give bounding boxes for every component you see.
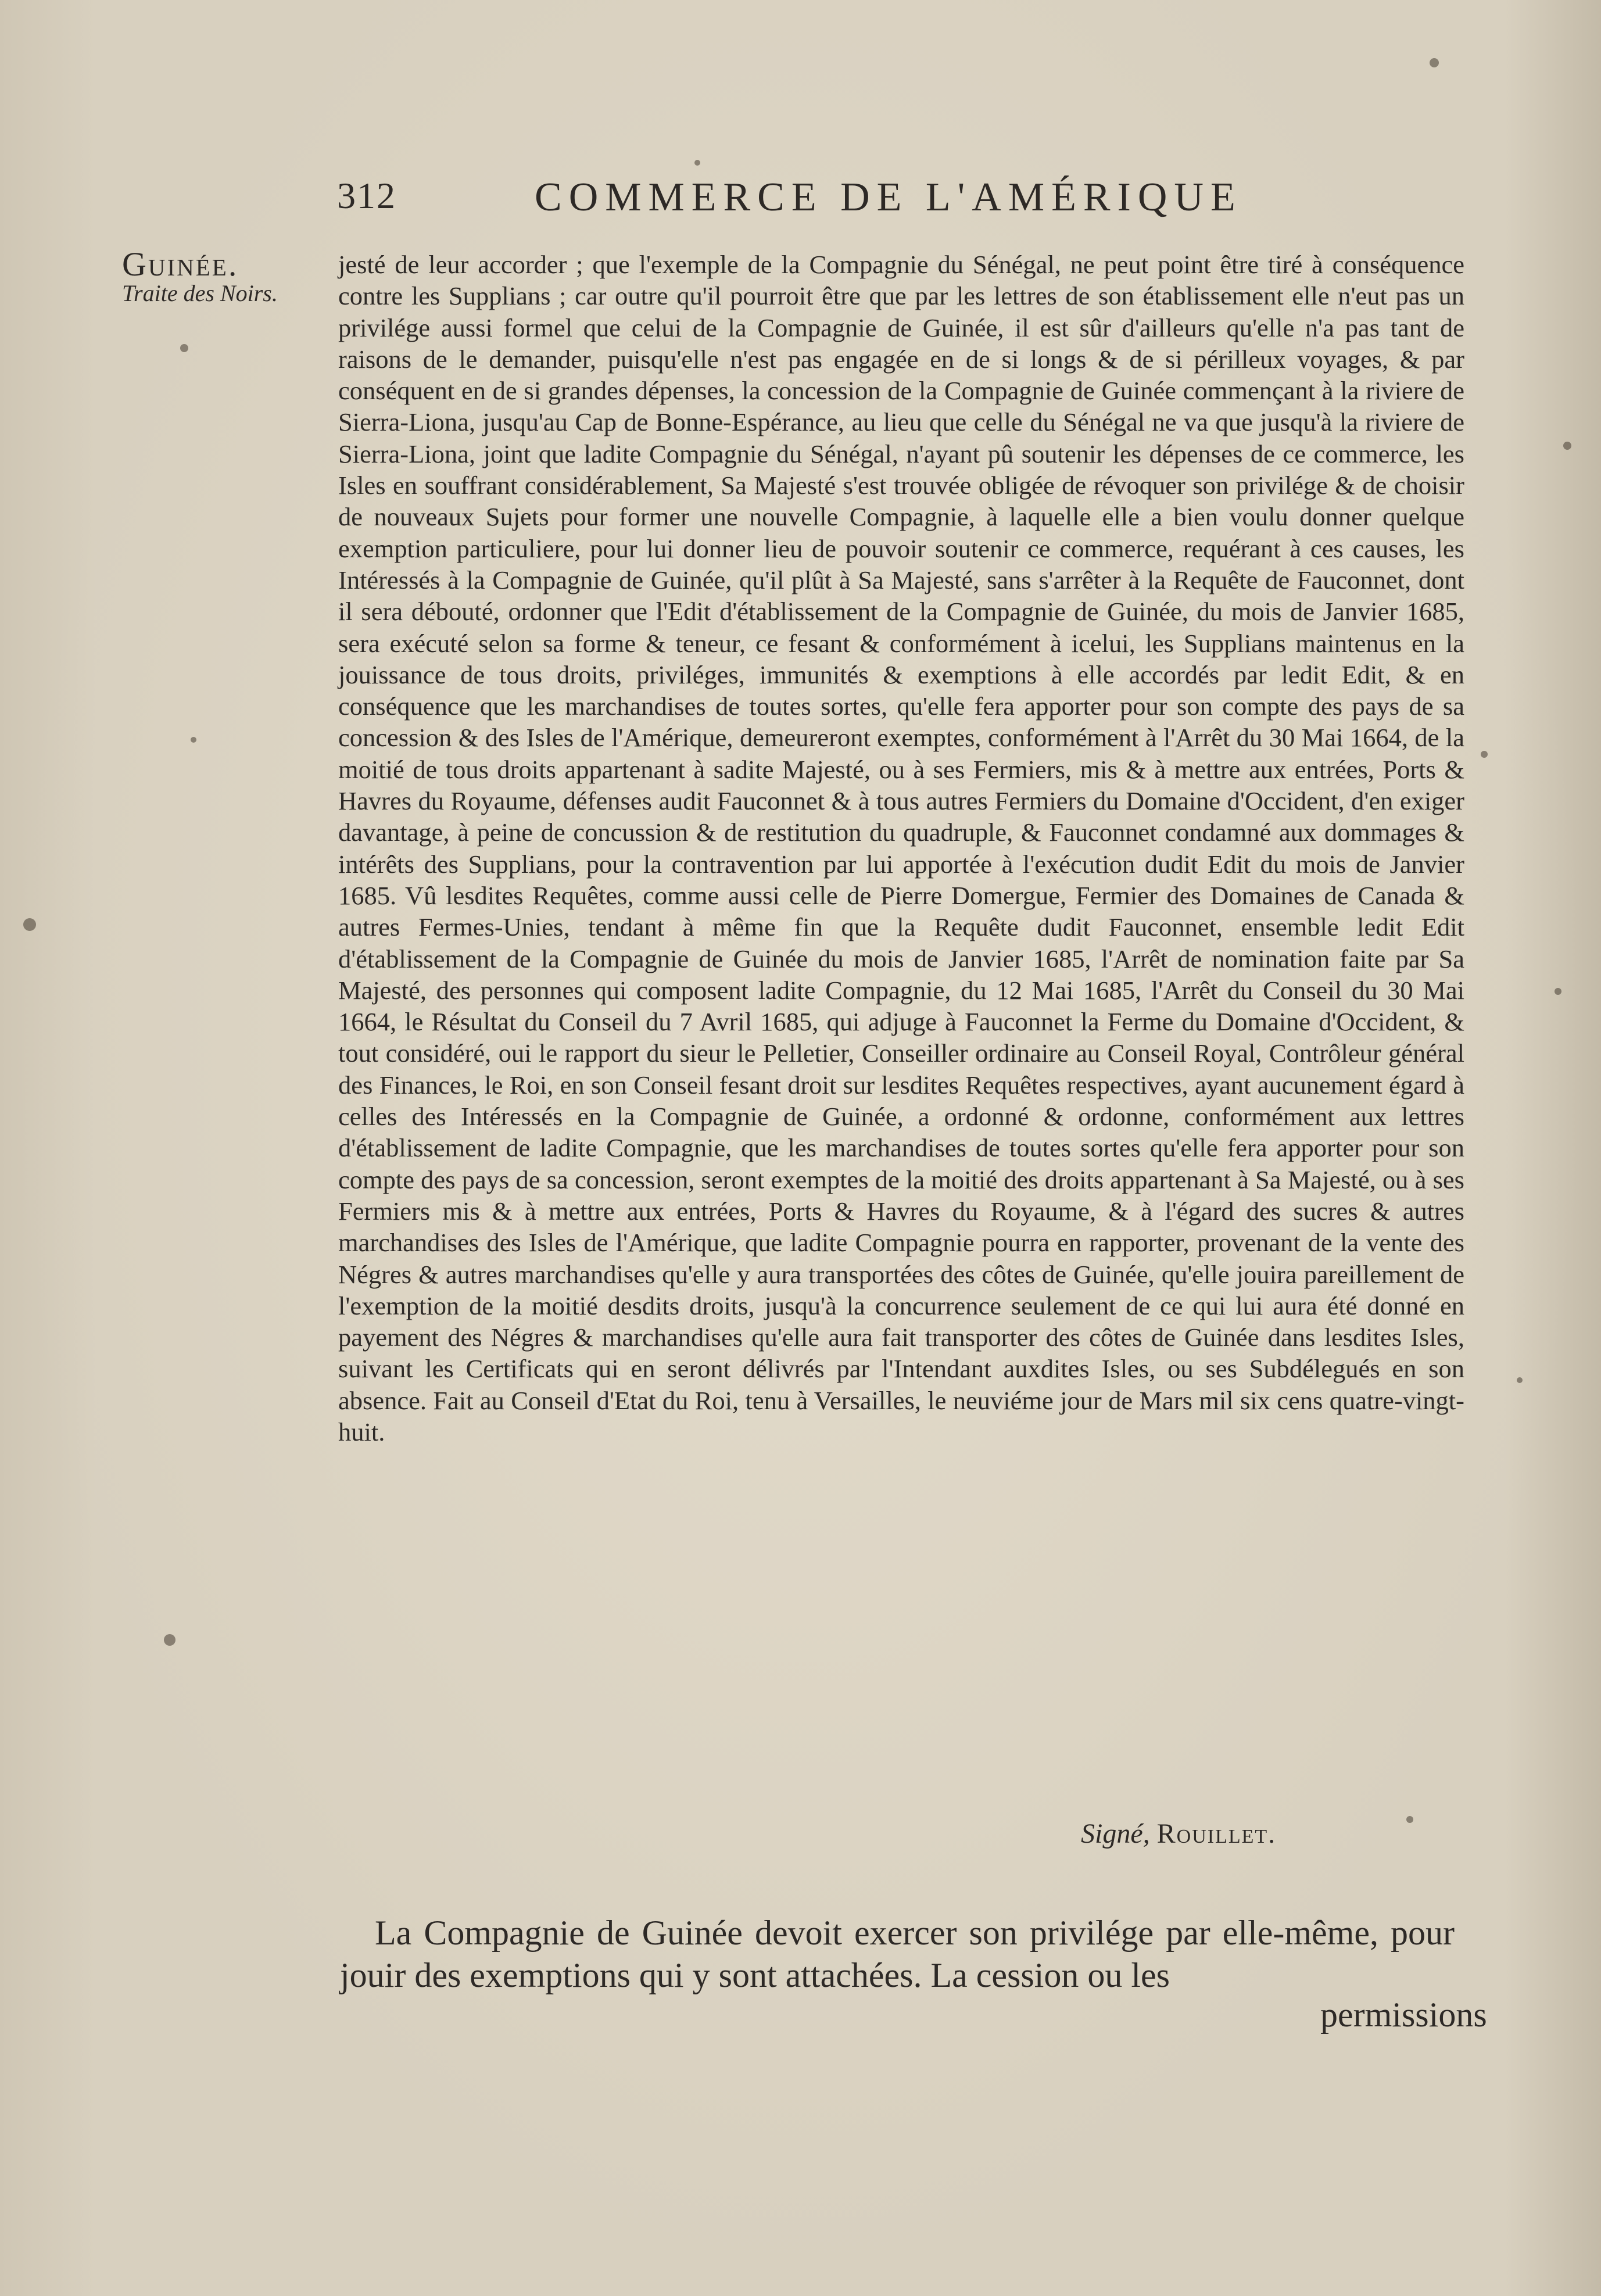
page-header: [337, 174, 1290, 232]
margin-notes: [122, 247, 331, 309]
paper-spot: [23, 918, 36, 931]
closing-text-block: [340, 1912, 1455, 1997]
page-number: 312: [337, 175, 396, 216]
paper-spot: [1406, 1816, 1413, 1823]
main-text-block: [338, 249, 1464, 1448]
closing-paragraph: La Compagnie de Guinée devoit exercer son privilége par elle-même, pour jouir des exemptions qui y sont attachées. La cession ou les: [340, 1914, 1455, 1994]
paper-spot: [1555, 988, 1561, 995]
paper-spot: [1517, 1377, 1523, 1383]
margin-note-guinee: Guinée.: [122, 245, 239, 283]
paper-spot: [1430, 58, 1439, 67]
paper-spot: [694, 160, 700, 166]
main-paragraph: jesté de leur accorder ; que l'exemple de la Compagnie du Sénégal, ne peut point être tiré à conséquence contre les Supplians ; car outre qu'il pourroit être que par les lettres de son établissement elle n'eut pas un privilége aussi formel que celui de la Compagnie de Guinée, il est sûr d'ailleurs qu'elle n'a pas tant de raisons de le demander, puisqu'elle n'est pas engagée en de si longs & de si périlleux voyages, & par conséquent en de si grandes dépenses, la concession de la Compagnie de Guinée commençant à la riviere de Sierra-Liona, jusqu'au Cap de Bonne-Espérance, au lieu que celle du Sénégal ne va que jusqu'à la riviere de Sierra-Liona, joint que ladite Compagnie du Sénégal, n'ayant pû soutenir les dépenses de ce commerce, les Isles en souffrant considérablement, Sa Majesté s'est trouvée obligée de révoquer son privilége & de choisir de nouveaux Sujets pour former une nouvelle Compagnie, à laquelle elle a bien voulu donner quelque exemption particuliere, pour lui donner lieu de pouvoir soutenir ce commerce, requérant à ces causes, les Intéressés à la Compagnie de Guinée, qu'il plût à Sa Majesté, sans s'arrêter à la Requête de Fauconnet, dont il sera débouté, ordonner que l'Edit d'établissement de la Compagnie de Guinée, du mois de Janvier 1685, sera exécuté selon sa forme & teneur, ce fesant & conformément à icelui, les Supplians maintenus en la jouissance de tous droits, priviléges, immunités & exemptions à elle accordés par ledit Edit, & en conséquence que les marchandises de toutes sortes, qu'elle fera apporter pour son compte des pays de sa concession & des Isles de l'Amérique, demeureront exemptes, conformément à l'Arrêt du 30 Mai 1664, de la moitié de tous droits appartenant à sadite Majesté, ou à ses Fermiers, mis & à mettre aux entrées, Ports & Havres du Royaume, défenses audit Fauconnet & à tous autres Fermiers du Domaine d'Occident, d'en exiger davantage, à peine de concussion & de restitution du quadruple, & Fauconnet condamné aux dommages & intérêts des Supplians, pour la contravention par lui apportée à l'exécution dudit Edit du mois de Janvier 1685. Vû lesdites Requêtes, comme aussi celle de Pierre Domergue, Fermier des Domaines de Canada & autres Fermes-Unies, tendant à même fin que la Requête dudit Fauconnet, ensemble ledit Edit d'établissement de la Compagnie de Guinée du mois de Janvier 1685, l'Arrêt de nomination faite par Sa Majesté, des personnes qui composent ladite Compagnie, du 12 Mai 1685, l'Arrêt du Conseil du 30 Mai 1664, le Résultat du Conseil du 7 Avril 1685, qui adjuge à Fauconnet la Ferme du Domaine d'Occident, & tout considéré, oui le rapport du sieur le Pelletier, Conseiller ordinaire au Conseil Royal, Contrôleur général des Finances, le Roi, en son Conseil fesant droit sur lesdites Requêtes respectives, ayant aucunement égard à celles des Intéressés en la Compagnie de Guinée, a ordonné & ordonne, conformément aux lettres d'établissement de ladite Compagnie, que les marchandises de toutes sortes qu'elle fera apporter pour son compte des pays de sa concession, seront exemptes de la moitié des droits appartenant à Sa Majesté, ou à ses Fermiers mis & à mettre aux entrées, Ports & Havres du Royaume, & à l'égard des sucres & autres marchandises des Isles de l'Amérique, que ladite Compagnie pourra en rapporter, provenant de la vente des Négres & autres marchandises qu'elle y aura transportées des côtes de Guinée, qu'elle jouira pareillement de l'exemption de la moitié desdits droits, jusqu'à la concurrence seulement de ce qui lui aura été donné en payement des Négres & marchandises qu'elle aura fait transporter des côtes de Guinée dans lesdites Isles, suivant les Certificats qui en seront délivrés par l'Intendant auxdites Isles, ou ses Subdélegués en son absence. Fait au Conseil d'Etat du Roi, tenu à Versailles, le neuviéme jour de Mars mil six cens quatre-vingt-huit.: [338, 250, 1464, 1446]
signatory-name: Rouillet.: [1156, 1818, 1277, 1849]
catchword: permissions: [1320, 1996, 1487, 2034]
margin-note-traite: Traite des Noirs.: [122, 280, 278, 306]
paper-spot: [1481, 751, 1488, 758]
paper-spot: [164, 1634, 175, 1646]
signed-label: Signé,: [1081, 1818, 1150, 1849]
signature-line: [1081, 1818, 1276, 1850]
paper-spot: [180, 344, 188, 352]
paper-spot: [191, 737, 196, 743]
running-title: COMMERCE DE L'AMÉRIQUE: [535, 175, 1242, 220]
paper-spot: [1563, 442, 1571, 450]
